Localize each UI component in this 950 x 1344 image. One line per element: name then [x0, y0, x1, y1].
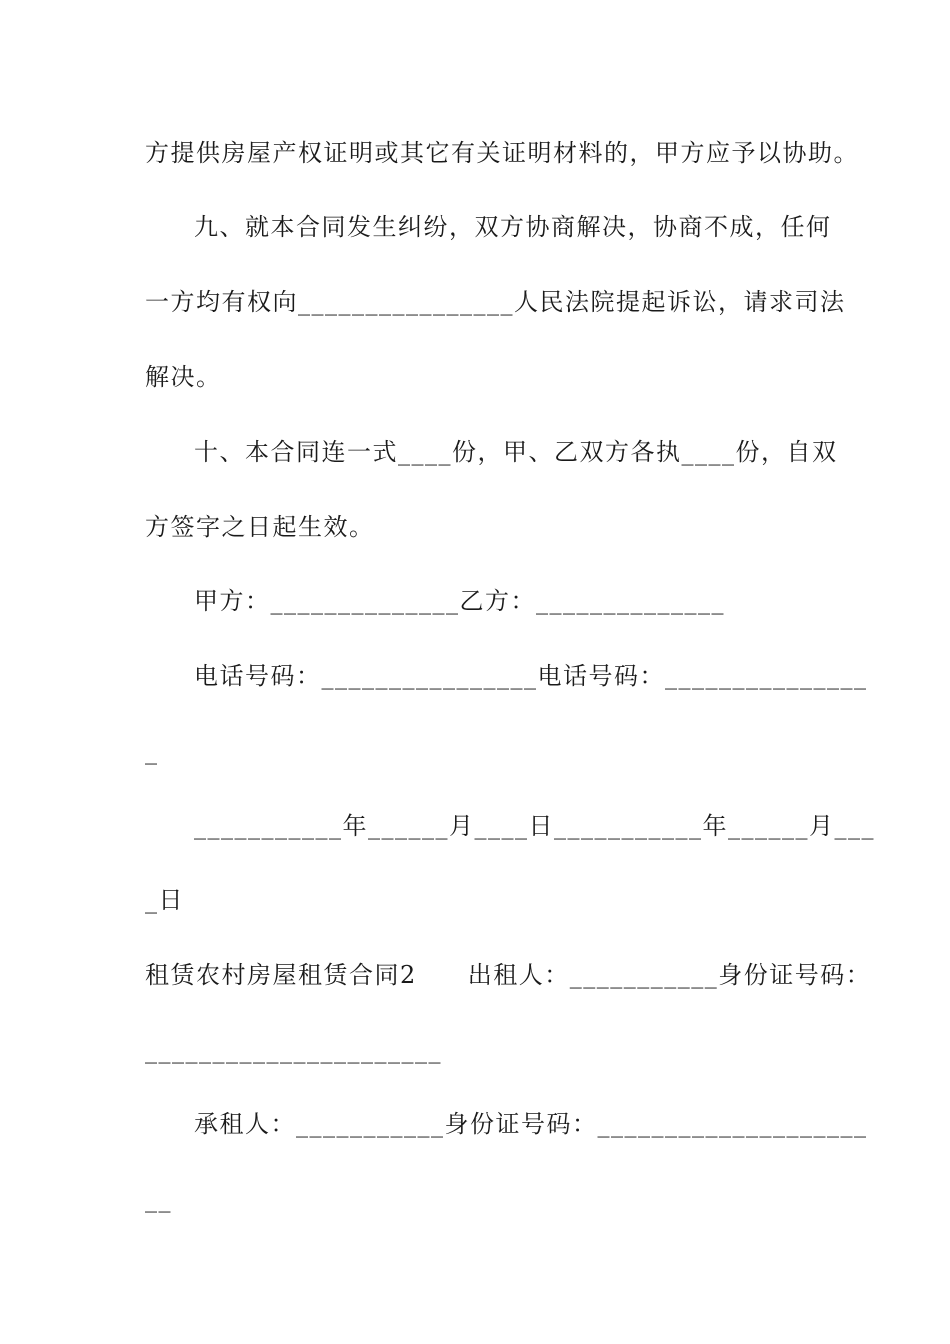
paragraph-line: 方提供房屋产权证明或其它有关证明材料的，甲方应予以协助。: [145, 139, 859, 167]
paragraph-line: ______________________: [145, 1036, 442, 1064]
lessee-info-line: 承租人：___________身份证号码：____________________: [194, 1110, 868, 1138]
paragraph-line: __: [145, 1185, 172, 1213]
paragraph-line: _: [145, 737, 159, 765]
phone-number-line: 电话号码：________________电话号码：_______________: [194, 662, 868, 690]
paragraph-line: 解决。: [145, 363, 222, 391]
date-line: ___________年______月____日___________年______月___: [194, 812, 875, 840]
clause-ten-heading-line: 十、本合同连一式____份，甲、乙双方各执____份，自双: [194, 438, 838, 466]
paragraph-line: 一方均有权向________________人民法院提起诉讼，请求司法: [145, 288, 846, 316]
party-signature-line: 甲方：______________乙方：______________: [194, 587, 725, 615]
clause-nine-heading-line: 九、就本合同发生纠纷，双方协商解决，协商不成，任何: [194, 213, 832, 241]
paragraph-line: _日: [145, 886, 184, 914]
contract-two-title-line: 租赁农村房屋租赁合同2 出租人：___________身份证号码：: [145, 961, 872, 989]
paragraph-line: 方签字之日起生效。: [145, 513, 375, 541]
